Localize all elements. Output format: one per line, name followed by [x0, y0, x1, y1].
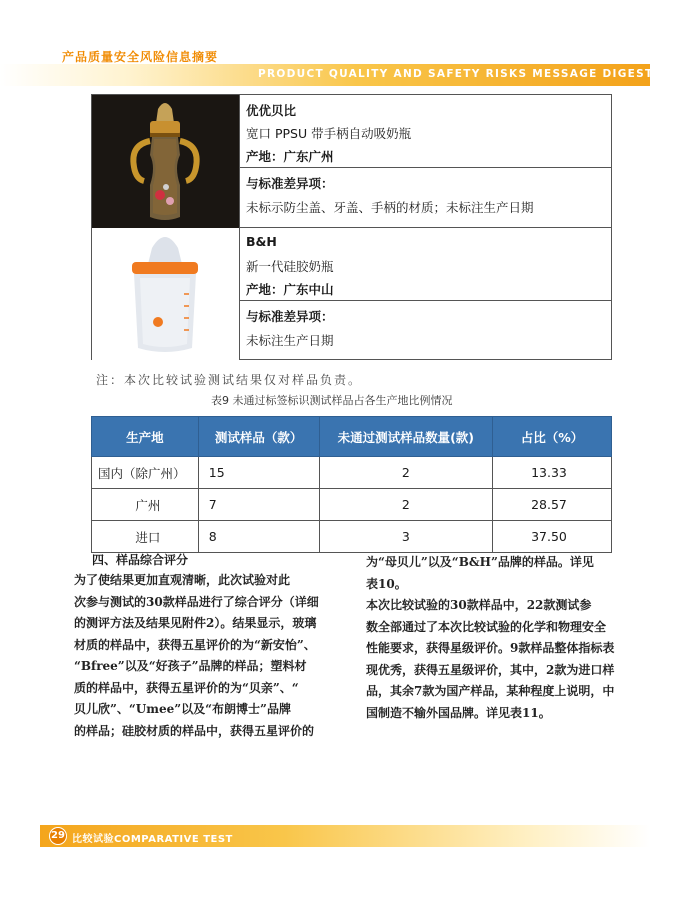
test-note: 注：本次比较试验测试结果仅对样品负责。: [96, 373, 363, 387]
table-header-row: [92, 417, 612, 457]
table-header-cell: 生产地: [92, 417, 199, 457]
table-header-cell: 未通过测试样品数量(款): [319, 417, 493, 457]
product-row: [92, 95, 611, 228]
table-cell: 3: [319, 521, 493, 553]
text-line: 材质的样品中，获得五星评价的为“新安怡”、: [74, 637, 316, 652]
text-line: 性能要求，获得星级评价。9款样品整体指标表: [366, 641, 615, 655]
table-header-cell: 测试样品（款）: [198, 417, 319, 457]
left-column: [74, 570, 319, 742]
table-cell: 7: [198, 489, 319, 521]
product-brand: B&H: [246, 234, 277, 249]
table-cell: 2: [319, 489, 493, 521]
diff-text: 未标示防尘盖、牙盖、手柄的材质；未标注生产日期: [246, 200, 534, 215]
table-header-cell: 占比（%）: [493, 417, 612, 457]
text-line: 为了使结果更加直观清晰，此次试验对此: [74, 573, 291, 587]
table-caption: 表9 未通过标签标识测试样品占各生产地比例情况: [211, 394, 453, 407]
table-cell: 广州: [92, 489, 199, 521]
text-line: 为“母贝儿”以及“B&H”品牌的样品。详见: [366, 555, 594, 569]
product-diff-cell: [240, 301, 611, 360]
product-table: [91, 94, 612, 360]
section-title: 四、样品综合评分: [92, 553, 189, 567]
product-row: [92, 228, 611, 360]
table-row: [92, 521, 612, 553]
table-cell: 8: [198, 521, 319, 553]
text-line: “Bfree”以及“好孩子”品牌的样品；塑料材: [74, 659, 307, 673]
ppsu-bottle-image: [92, 95, 239, 228]
text-line: 表10。: [366, 576, 407, 591]
table-cell: 国内（除广州）: [92, 457, 199, 489]
table-cell: 进口: [92, 521, 199, 553]
table-row: [92, 457, 612, 489]
table-row: [92, 489, 612, 521]
table-cell: 2: [319, 457, 493, 489]
text-line: 本次比较试验的30款样品中，22款测试参: [366, 598, 592, 612]
text-line: 现优秀，获得五星级评价，其中，2款为进口样: [366, 662, 615, 677]
product-origin: 产地：广东中山: [246, 282, 334, 297]
footer-label: 比较试验COMPARATIVE TEST: [72, 834, 233, 845]
text-line: 国制造不输外国品牌。详见表11。: [366, 705, 551, 720]
product-origin: 产地：广东广州: [246, 149, 334, 164]
diff-text: 未标注生产日期: [246, 333, 334, 348]
text-line: 的样品；硅胶材质的样品中，获得五星评价的: [74, 723, 315, 738]
product-info-cell: [240, 95, 611, 168]
text-line: 质的样品中，获得五星评价的为“贝亲”、“: [74, 680, 299, 695]
right-column: [366, 552, 614, 724]
table-cell: 15: [198, 457, 319, 489]
text-line: 品，其余7款为国产样品，某种程度上说明，中: [366, 684, 615, 698]
silicone-bottle-image: [92, 228, 239, 360]
diff-label: 与标准差异项：: [246, 176, 334, 191]
product-diff-cell: [240, 168, 611, 227]
text-line: 数全部通过了本次比较试验的化学和物理安全: [366, 619, 607, 634]
table-cell: 28.57: [493, 489, 612, 521]
table-cell: 13.33: [493, 457, 612, 489]
table-cell: 37.50: [493, 521, 612, 553]
product-brand: 优优贝比: [246, 103, 297, 118]
text-line: 贝儿欣”、“Umee”以及“布朗博士”品牌: [74, 702, 291, 716]
product-name: 宽口 PPSU 带手柄自动吸奶瓶: [246, 126, 412, 141]
header-title-en: PRODUCT QUALITY AND SAFETY RISKS MESSAGE DIGEST: [258, 68, 654, 80]
header-title-cn: 产品质量安全风险信息摘要: [62, 50, 219, 64]
product-name: 新一代硅胶奶瓶: [246, 259, 334, 274]
page-number: 29: [49, 827, 67, 845]
text-line: 的测评方法及结果见附件2）。结果显示，玻璃: [74, 616, 317, 630]
product-info-cell: [240, 228, 611, 301]
text-line: 次参与测试的30款样品进行了综合评分（详细: [74, 594, 319, 609]
diff-label: 与标准差异项：: [246, 309, 334, 324]
product-image-cell: [92, 228, 240, 360]
origin-ratio-table: [91, 416, 612, 553]
product-image-cell: [92, 95, 240, 227]
